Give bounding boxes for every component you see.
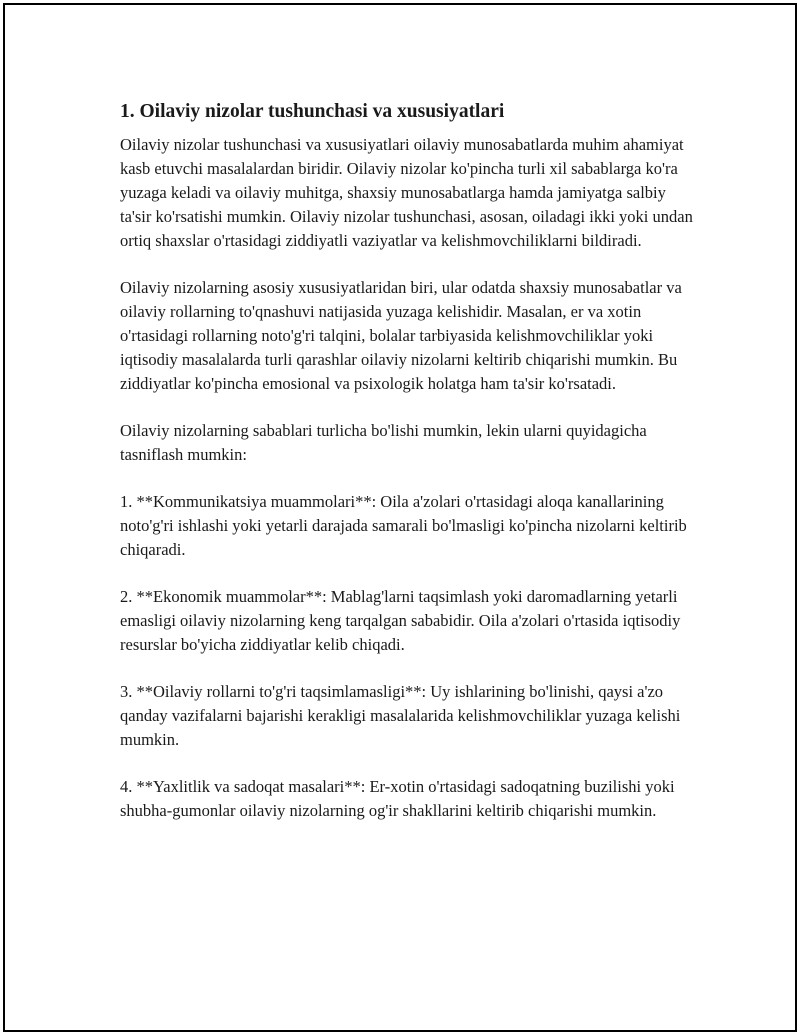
paragraph-causes-intro: Oilaviy nizolarning sabablari turlicha bo'lishi mumkin, lekin ularni quyidagicha tasniflash mumkin:: [120, 421, 647, 464]
list-item-loyalty: 4. **Yaxlitlik va sadoqat masalari**: Er-xotin o'rtasidagi sadoqatning buzilishi yoki shubha-gumonlar oilaviy nizolarning og'ir shakllarini keltirib chiqarishi mumkin.: [120, 777, 675, 820]
paragraph-intro: Oilaviy nizolar tushunchasi va xususiyatlari oilaviy munosabatlarda muhim ahamiyat kasb etuvchi masalalardan biridir. Oilaviy nizolar ko'pincha turli xil sabablarga ko'ra yuzaga keladi va oilaviy muhitga, shaxsiy munosabatlarga hamda jamiyatga salbiy ta'sir ko'rsatishi mumkin. Oilaviy nizolar tushunchasi, asosan, oiladagi ikki yoki undan ortiq shaxslar o'rtasidagi ziddiyatli vaziyatlar va kelishmovchiliklarni bildiradi.: [120, 135, 693, 250]
list-item-communication: 1. **Kommunikatsiya muammolari**: Oila a'zolari o'rtasidagi aloqa kanallarining noto'g'ri ishlashi yoki yetarli darajada samarali bo'lmasligi ko'pincha nizolarni keltirib chiqaradi.: [120, 492, 687, 559]
page-frame: [3, 3, 797, 1032]
document-title: 1. Oilaviy nizolar tushunchasi va xususiyatlari: [120, 101, 505, 122]
list-item-economic: 2. **Ekonomik muammolar**: Mablag'larni taqsimlash yoki daromadlarning yetarli emasligi oilaviy nizolarning keng tarqalgan sababidir. Oila a'zolari o'rtasida iqtisodiy resurslar bo'yicha ziddiyatlar kelib chiqadi.: [120, 587, 681, 654]
document-body: [120, 99, 695, 846]
paragraph-characteristics: Oilaviy nizolarning asosiy xususiyatlaridan biri, ular odatda shaxsiy munosabatlar va oilaviy rollarning to'qnashuvi natijasida yuzaga kelishidir. Masalan, er va xotin o'rtasidagi rollarning noto'g'ri talqini, bolalar tarbiyasida kelishmovchiliklar yoki iqtisodiy masalalarda turli qarashlar oilaviy nizolarni keltirib chiqarishi mumkin. Bu ziddiyatlar ko'pincha emosional va psixologik holatga ham ta'sir ko'rsatadi.: [120, 278, 682, 393]
list-item-family-roles: 3. **Oilaviy rollarni to'g'ri taqsimlamasligi**: Uy ishlarining bo'linishi, qaysi a'zo qanday vazifalarni bajarishi kerakligi masalalarida kelishmovchiliklar yuzaga kelishi mumkin.: [120, 682, 681, 749]
